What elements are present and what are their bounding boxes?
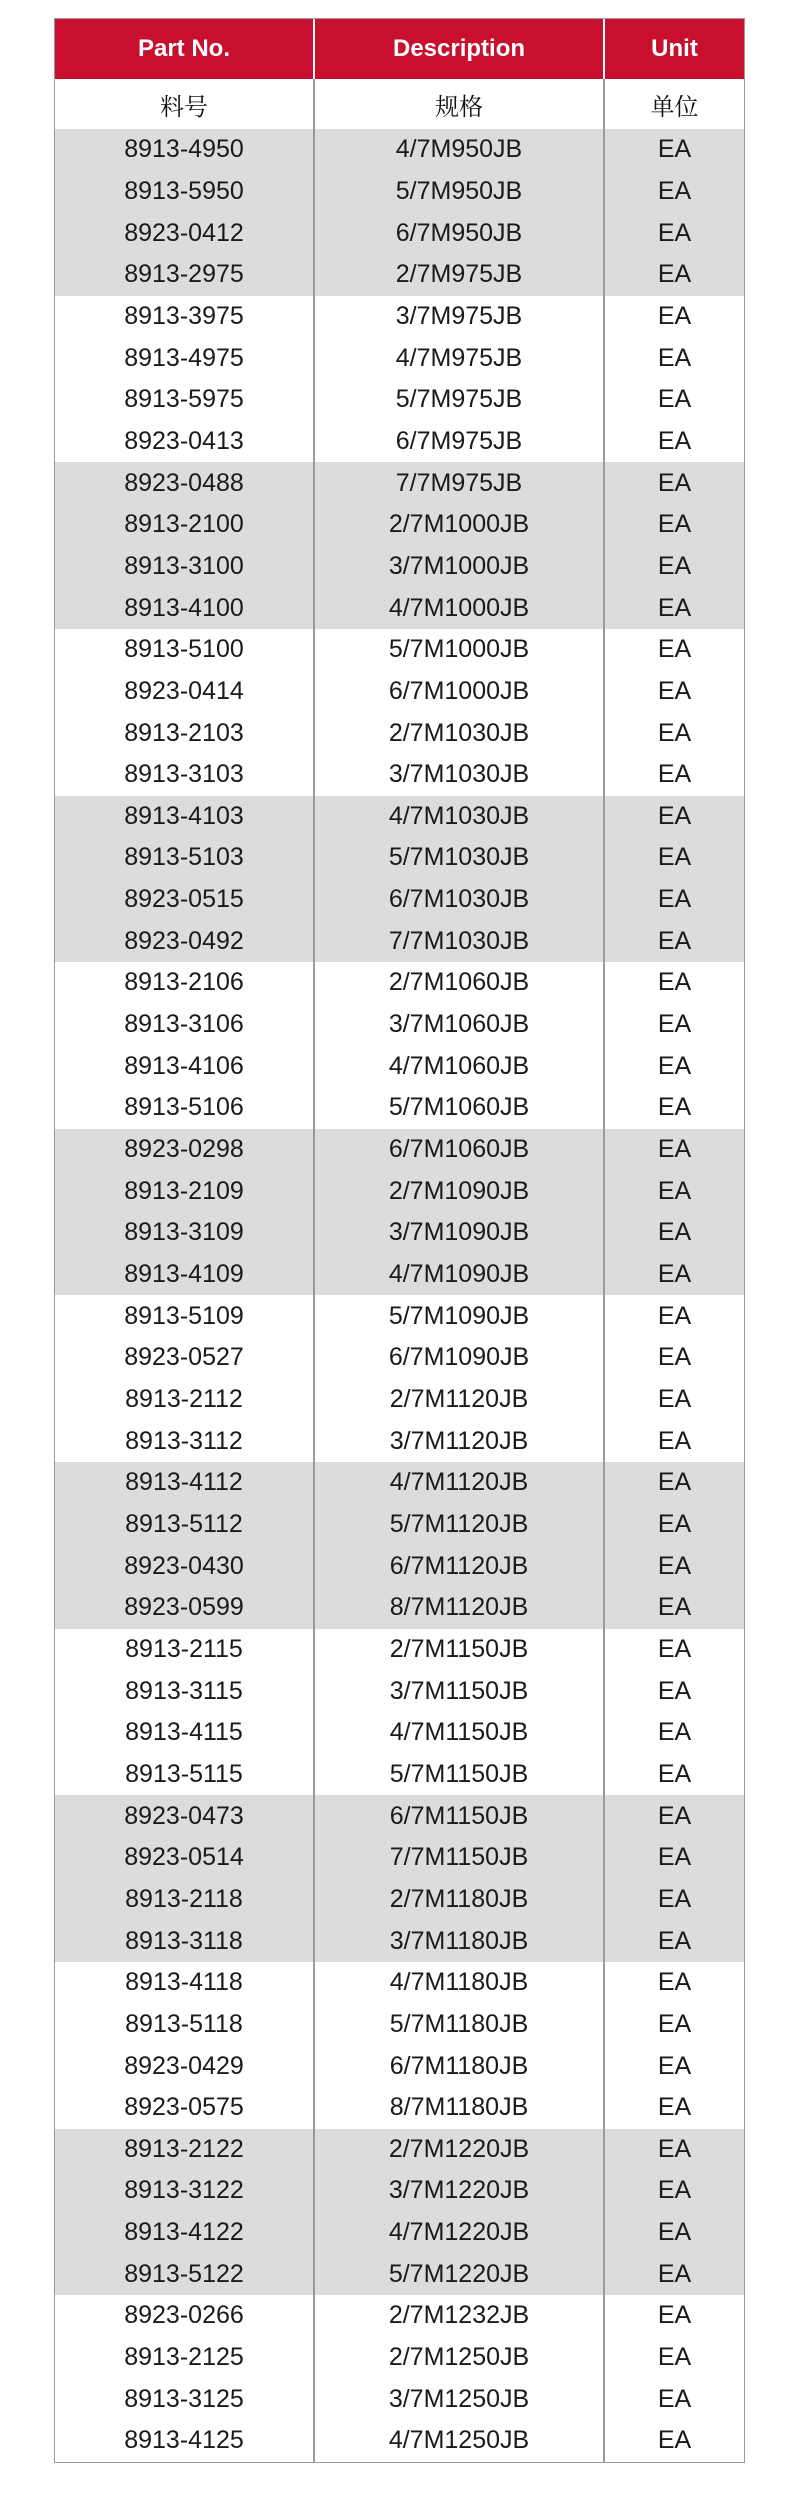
cell-description: 6/7M950JB [313,212,603,254]
cell-unit: EA [603,754,744,796]
cell-part-no: 8913-5109 [124,1301,244,1330]
cell-part-no: 8923-0414 [124,676,244,705]
cell-part-no: 8913-3115 [125,1676,243,1705]
table-row [55,2337,744,2379]
cell-unit: EA [603,837,744,879]
cell-unit: EA [603,1587,744,1629]
header-part-no: Part No. [137,35,230,62]
table-row [55,1545,744,1587]
cell-description: 4/7M1120JB [313,1462,603,1504]
cell-part-no: 8923-0429 [124,2051,244,2080]
cell-part-no: 8913-2100 [124,510,244,539]
cell-unit: EA [603,2253,744,2295]
cell-part-no: 8913-2125 [124,2343,244,2372]
cell-part-no: 8913-5103 [124,843,244,872]
cell-unit: EA [603,1712,744,1754]
table-row [55,1795,744,1837]
cell-description: 4/7M1250JB [313,2420,603,2462]
cell-unit: EA [603,2295,744,2337]
table-row [55,1920,744,1962]
table-row [55,1462,744,1504]
table-row [55,2253,744,2295]
cell-description: 6/7M1150JB [313,1795,603,1837]
cell-part-no: 8913-4100 [124,593,244,622]
cell-unit: EA [603,2170,744,2212]
cell-part-no: 8913-4103 [124,801,244,830]
cell-description: 2/7M1000JB [313,504,603,546]
cell-description: 4/7M1090JB [313,1254,603,1296]
header-unit: Unit [603,19,744,79]
cell-description: 6/7M1030JB [313,879,603,921]
cell-unit: EA [603,1129,744,1171]
cell-part-no: 8923-0514 [124,1843,244,1872]
table-row [55,379,744,421]
cell-unit: EA [603,421,744,463]
cell-unit: EA [603,796,744,838]
cell-unit: EA [603,1629,744,1671]
cell-part-no: 8923-0412 [124,218,244,247]
cell-part-no: 8923-0430 [124,1551,244,1580]
cell-unit: EA [603,129,744,171]
cell-description: 4/7M1180JB [313,1962,603,2004]
cell-part-no: 8913-3118 [125,1926,243,1955]
table-header-row [55,19,744,79]
cell-unit: EA [603,629,744,671]
cell-unit: EA [603,2129,744,2171]
table-row [55,212,744,254]
cell-unit: EA [603,1337,744,1379]
cell-part-no: 8913-5950 [124,176,244,205]
table-row [55,2295,744,2337]
table-row [55,462,744,504]
cell-unit: EA [603,254,744,296]
cell-description: 5/7M1000JB [313,629,603,671]
table-row [55,629,744,671]
cell-part-no: 8913-2106 [124,968,244,997]
cell-part-no: 8913-2103 [124,718,244,747]
cell-unit: EA [603,1087,744,1129]
cell-unit: EA [603,587,744,629]
cell-part-no: 8913-4118 [125,1968,243,1997]
table-row [55,171,744,213]
table-row [55,2170,744,2212]
cell-part-no: 8913-4112 [125,1468,243,1497]
cell-unit: EA [603,1920,744,1962]
cell-description: 6/7M1060JB [313,1129,603,1171]
cell-unit: EA [603,504,744,546]
table-row [55,129,744,171]
cell-description: 5/7M1030JB [313,837,603,879]
cell-description: 3/7M975JB [313,296,603,338]
cell-description: 3/7M1000JB [313,546,603,588]
cell-unit: EA [603,1670,744,1712]
table-row [55,2420,744,2462]
table-row [55,337,744,379]
cell-unit: EA [603,1254,744,1296]
cell-description: 2/7M1060JB [313,962,603,1004]
cell-unit: EA [603,337,744,379]
table-row [55,1254,744,1296]
cell-unit: EA [603,1420,744,1462]
table-row [55,1337,744,1379]
cell-part-no: 8923-0575 [124,2093,244,2122]
table-row [55,254,744,296]
cell-part-no: 8923-0298 [124,1135,244,1164]
cell-description: 5/7M950JB [313,171,603,213]
cell-unit: EA [603,879,744,921]
cell-description: 3/7M1220JB [313,2170,603,2212]
table-row [55,2045,744,2087]
cell-description: 3/7M1180JB [313,1920,603,1962]
cell-unit: EA [603,1754,744,1796]
cell-part-no: 8913-5100 [124,635,244,664]
cell-part-no: 8913-3975 [124,301,244,330]
cell-description: 5/7M1120JB [313,1504,603,1546]
cell-part-no: 8913-4950 [124,135,244,164]
cell-description: 2/7M1232JB [313,2295,603,2337]
table-row [55,546,744,588]
cell-description: 5/7M1180JB [313,2004,603,2046]
cell-description: 4/7M1000JB [313,587,603,629]
cell-part-no: 8913-3100 [124,551,244,580]
cell-description: 2/7M1150JB [313,1629,603,1671]
cell-part-no: 8913-5112 [125,1509,243,1538]
table-row [55,1837,744,1879]
cell-unit: EA [603,1837,744,1879]
cell-part-no: 8923-0599 [124,1593,244,1622]
cell-part-no: 8913-3106 [124,1010,244,1039]
table-row [55,962,744,1004]
table-row [55,837,744,879]
cell-description: 4/7M1150JB [313,1712,603,1754]
cell-part-no: 8913-5122 [124,2259,244,2288]
cell-description: 3/7M1120JB [313,1420,603,1462]
cell-part-no: 8913-5975 [124,385,244,414]
cell-unit: EA [603,2337,744,2379]
cell-unit: EA [603,671,744,713]
table-row [55,1170,744,1212]
subheader-unit: 单位 [603,79,744,129]
cell-part-no: 8923-0266 [124,2301,244,2330]
table-row [55,1962,744,2004]
cell-part-no: 8913-4115 [125,1718,243,1747]
table-row [55,2378,744,2420]
cell-part-no: 8913-4125 [124,2426,244,2455]
cell-unit: EA [603,2212,744,2254]
cell-description: 4/7M1220JB [313,2212,603,2254]
cell-description: 4/7M950JB [313,129,603,171]
cell-description: 5/7M1220JB [313,2253,603,2295]
cell-part-no: 8913-5115 [125,1759,243,1788]
cell-unit: EA [603,296,744,338]
table-row [55,1212,744,1254]
cell-description: 5/7M1150JB [313,1754,603,1796]
table-row [55,1087,744,1129]
cell-description: 7/7M975JB [313,462,603,504]
table-row [55,1045,744,1087]
cell-part-no: 8913-5118 [125,2009,243,2038]
subheader-description: 规格 [313,79,603,129]
table-row [55,2129,744,2171]
cell-description: 5/7M975JB [313,379,603,421]
table-row [55,879,744,921]
cell-part-no: 8913-2975 [124,260,244,289]
cell-unit: EA [603,1962,744,2004]
header-description: Description [313,19,603,79]
cell-unit: EA [603,1379,744,1421]
cell-part-no: 8913-3125 [124,2384,244,2413]
cell-description: 6/7M1180JB [313,2045,603,2087]
cell-unit: EA [603,2420,744,2462]
table-row [55,671,744,713]
cell-description: 5/7M1090JB [313,1295,603,1337]
cell-unit: EA [603,2378,744,2420]
table-row [55,1504,744,1546]
cell-unit: EA [603,962,744,1004]
cell-part-no: 8913-2118 [125,1884,243,1913]
cell-part-no: 8913-2122 [124,2134,244,2163]
cell-unit: EA [603,1545,744,1587]
cell-part-no: 8913-2115 [125,1634,243,1663]
cell-part-no: 8913-3103 [124,760,244,789]
table-body [55,129,744,2462]
cell-part-no: 8923-0515 [124,885,244,914]
cell-unit: EA [603,1295,744,1337]
table-row [55,1754,744,1796]
cell-part-no: 8923-0473 [124,1801,244,1830]
table-row [55,1004,744,1046]
cell-unit: EA [603,712,744,754]
cell-unit: EA [603,2087,744,2129]
cell-unit: EA [603,1045,744,1087]
table-subheader-row [55,79,744,129]
table-row [55,796,744,838]
cell-part-no: 8913-3122 [124,2176,244,2205]
cell-description: 7/7M1030JB [313,920,603,962]
cell-part-no: 8923-0488 [124,468,244,497]
cell-description: 6/7M1120JB [313,1545,603,1587]
cell-description: 2/7M1250JB [313,2337,603,2379]
cell-description: 7/7M1150JB [313,1837,603,1879]
table-row [55,754,744,796]
cell-description: 8/7M1180JB [313,2087,603,2129]
cell-unit: EA [603,546,744,588]
cell-part-no: 8913-2112 [125,1385,243,1414]
cell-unit: EA [603,171,744,213]
table-row [55,1295,744,1337]
cell-description: 2/7M1090JB [313,1170,603,1212]
table-row [55,1670,744,1712]
table-row [55,920,744,962]
parts-table [54,18,745,2463]
cell-description: 2/7M1180JB [313,1879,603,1921]
cell-description: 4/7M975JB [313,337,603,379]
cell-unit: EA [603,1004,744,1046]
cell-description: 3/7M1090JB [313,1212,603,1254]
table-row [55,712,744,754]
cell-description: 3/7M1150JB [313,1670,603,1712]
cell-description: 2/7M1030JB [313,712,603,754]
cell-description: 2/7M1220JB [313,2129,603,2171]
cell-description: 5/7M1060JB [313,1087,603,1129]
cell-unit: EA [603,1795,744,1837]
cell-description: 4/7M1060JB [313,1045,603,1087]
subheader-part-no: 料号 [160,92,208,121]
cell-description: 6/7M1090JB [313,1337,603,1379]
cell-description: 2/7M975JB [313,254,603,296]
cell-part-no: 8913-4106 [124,1051,244,1080]
cell-unit: EA [603,1170,744,1212]
table-row [55,2212,744,2254]
cell-part-no: 8923-0492 [124,926,244,955]
cell-description: 4/7M1030JB [313,796,603,838]
table-row [55,421,744,463]
table-row [55,1129,744,1171]
cell-part-no: 8913-3112 [125,1426,243,1455]
table-row [55,1379,744,1421]
cell-unit: EA [603,2045,744,2087]
table-row [55,1587,744,1629]
table-row [55,1420,744,1462]
cell-part-no: 8913-4109 [124,1260,244,1289]
cell-description: 3/7M1030JB [313,754,603,796]
cell-part-no: 8913-4122 [124,2218,244,2247]
cell-unit: EA [603,2004,744,2046]
cell-description: 8/7M1120JB [313,1587,603,1629]
cell-description: 6/7M1000JB [313,671,603,713]
cell-part-no: 8913-5106 [124,1093,244,1122]
cell-unit: EA [603,920,744,962]
cell-description: 2/7M1120JB [313,1379,603,1421]
table-row [55,1712,744,1754]
table-row [55,2004,744,2046]
table-row [55,1879,744,1921]
cell-unit: EA [603,1212,744,1254]
cell-description: 6/7M975JB [313,421,603,463]
table-row [55,504,744,546]
table-row [55,2087,744,2129]
cell-part-no: 8913-2109 [124,1176,244,1205]
table-row [55,1629,744,1671]
cell-part-no: 8913-4975 [124,343,244,372]
cell-part-no: 8923-0413 [124,426,244,455]
cell-part-no: 8913-3109 [124,1218,244,1247]
cell-unit: EA [603,212,744,254]
cell-unit: EA [603,462,744,504]
cell-unit: EA [603,379,744,421]
cell-unit: EA [603,1462,744,1504]
cell-part-no: 8923-0527 [124,1343,244,1372]
cell-description: 3/7M1060JB [313,1004,603,1046]
cell-unit: EA [603,1504,744,1546]
table-row [55,587,744,629]
cell-unit: EA [603,1879,744,1921]
cell-description: 3/7M1250JB [313,2378,603,2420]
table-row [55,296,744,338]
